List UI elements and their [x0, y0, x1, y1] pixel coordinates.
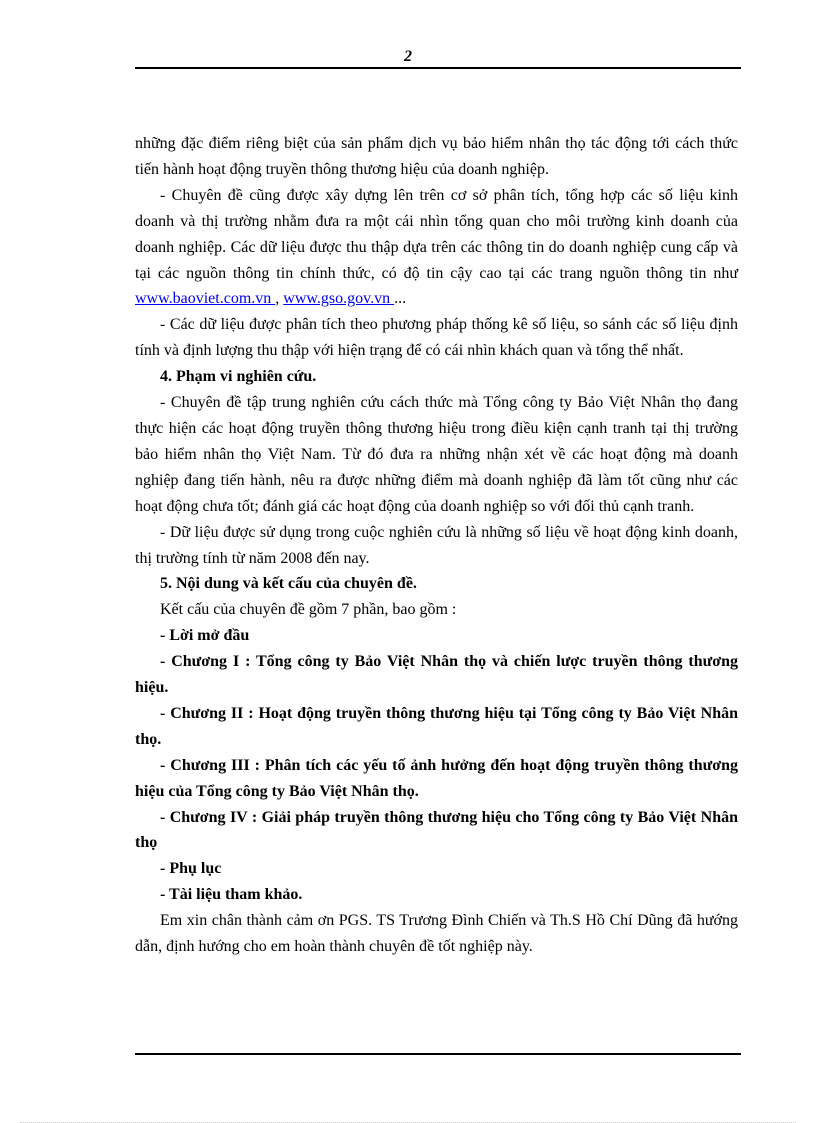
paragraph-1: những đặc điểm riêng biệt của sản phẩm dịch vụ bảo hiểm nhân thọ tác động tới cách thức tiến hành hoạt động truyền thông thương hiệu của doanh nghiệp. — [135, 135, 738, 178]
footer-rule — [135, 1053, 741, 1055]
paragraph-3: - Các dữ liệu được phân tích theo phương pháp thống kê số liệu, so sánh các số liệu định tính và định lượng thu thập với hiện trạng để có cái nhìn khách quan và tổng thể nhất. — [135, 316, 738, 360]
paragraph-5: - Dữ liệu được sử dụng trong cuộc nghiên cứu là những số liệu về hoạt động kinh doanh, thị trường tính từ năm 2008 đến nay. — [135, 523, 738, 567]
section-heading-5 — [135, 571, 738, 597]
list-item-text: - Chương IV : Giải pháp truyền thông thương hiệu cho Tổng công ty Bảo Việt Nhân thọ — [135, 808, 738, 852]
list-item-text: - Chương II : Hoạt động truyền thông thương hiệu tại Tổng công ty Bảo Việt Nhân thọ. — [135, 704, 738, 748]
section-heading-4-text: 4. Phạm vi nghiên cứu. — [160, 368, 317, 386]
list-item — [135, 649, 738, 701]
section-heading-5-text: 5. Nội dung và kết cấu của chuyên đề. — [160, 575, 417, 593]
paragraph-2 — [135, 183, 738, 313]
page-number: 2 — [404, 48, 412, 65]
list-item — [135, 882, 738, 908]
link-separator: , — [275, 290, 284, 308]
header-rule — [135, 67, 741, 69]
gso-link[interactable]: www.gso.gov.vn — [283, 290, 395, 308]
list-item-text: - Lời mở đầu — [160, 627, 250, 645]
list-item-text: - Phụ lục — [160, 860, 222, 878]
list-item-text: - Chương I : Tổng công ty Bảo Việt Nhân thọ và chiến lược truyền thông thương hiệu. — [135, 653, 738, 697]
list-item — [135, 701, 738, 753]
section-heading-4 — [135, 364, 738, 390]
list-item — [135, 623, 738, 649]
document-body — [135, 131, 738, 960]
list-item — [135, 805, 738, 857]
list-item — [135, 856, 738, 882]
list-item-text: - Tài liệu tham khảo. — [160, 886, 303, 904]
paragraph-2-end: ... — [394, 290, 407, 308]
list-item — [135, 753, 738, 805]
list-item-text: - Chương III : Phân tích các yếu tố ảnh hưởng đến hoạt động truyền thông thương hiệu của Tổng công ty Bảo Việt Nhân thọ. — [135, 756, 738, 800]
paragraph-7: Em xin chân thành cảm ơn PGS. TS Trương Đình Chiến và Th.S Hồ Chí Dũng đã hướng dẫn, định hướng cho em hoàn thành chuyên đề tốt nghiệp này. — [135, 912, 738, 956]
paragraph-2-text: - Chuyên đề cũng được xây dựng lên trên cơ sở phân tích, tổng hợp các số liệu kinh doanh và thị trường nhằm đưa ra một cái nhìn tổng quan cho môi trường kinh doanh của doanh nghiệp. Các dữ liệu được thu thập dựa trên các thông tin do doanh nghiệp cung cấp và tại các nguồn thông tin chính thức, có độ tin cậy cao tại các trang nguồn thông tin như — [135, 186, 738, 282]
paragraph-4: - Chuyên đề tập trung nghiên cứu cách thức mà Tổng công ty Bảo Việt Nhân thọ đang thực hiện các hoạt động truyền thông thương hiệu trong điều kiện cạnh tranh tại thị trường bảo hiểm nhân thọ Việt Nam. Từ đó đưa ra những nhận xét về các hoạt động mà doanh nghiệp đang tiến hành, nêu ra được những điểm mà doanh nghiệp đã làm tốt cũng như các hoạt động chưa tốt; đánh giá các hoạt động của doanh nghiệp so với đối thủ cạnh tranh. — [135, 394, 738, 515]
paragraph-6: Kết cấu của chuyên đề gồm 7 phần, bao gồm : — [160, 601, 457, 619]
baoviet-link[interactable]: www.baoviet.com.vn — [135, 290, 276, 308]
